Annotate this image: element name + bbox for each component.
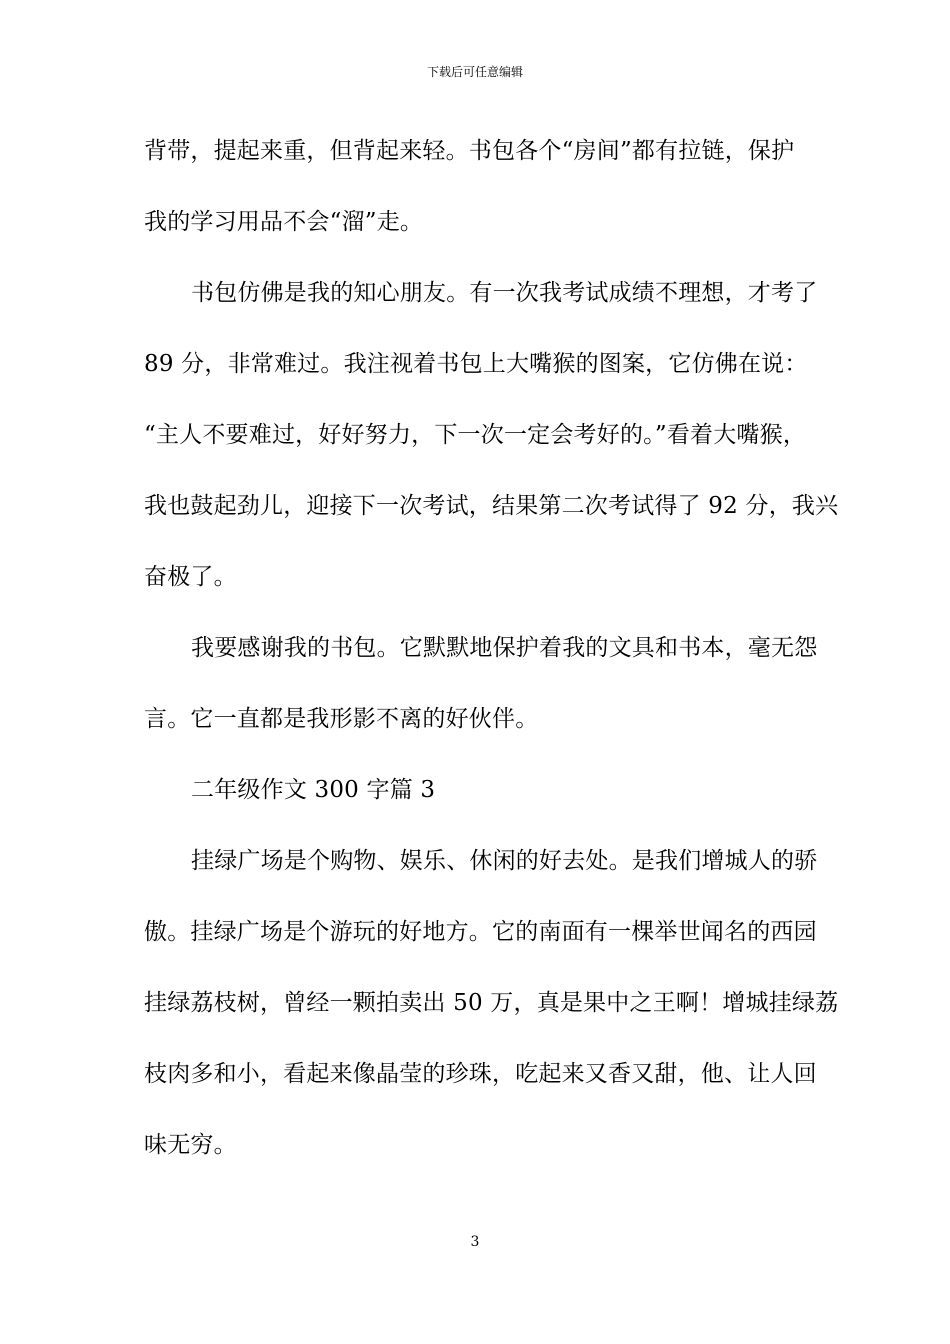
text-line-6: 我也鼓起劲儿，迎接下一次考试，结果第二次考试得了 92 分，我兴 xyxy=(144,493,839,519)
text-line-15: 味无穷。 xyxy=(144,1132,237,1158)
text-line-9: 言。它一直都是我形影不离的好伙伴。 xyxy=(144,706,539,732)
text-line-5: “主人不要难过，好好努力，下一次一定会考好的。”看着大嘴猴， xyxy=(144,422,807,448)
text-line-3: 书包仿佛是我的知心朋友。有一次我考试成绩不理想，才考了 xyxy=(191,280,818,306)
text-line-14: 枝肉多和小，看起来像晶莹的珍珠，吃起来又香又甜，他、让人回 xyxy=(144,1061,817,1087)
text-line-4: 89 分，非常难过。我注视着书包上大嘴猴的图案，它仿佛在说： xyxy=(144,351,808,377)
page-number: 3 xyxy=(470,1234,480,1250)
text-line-13: 挂绿荔枝树，曾经一颗拍卖出 50 万，真是果中之王啊！增城挂绿荔 xyxy=(144,990,839,1016)
text-line-11: 挂绿广场是个购物、娱乐、休闲的好去处。是我们增城人的骄 xyxy=(191,848,818,874)
page-header: 下载后可任意编辑 xyxy=(426,65,523,79)
section-heading: 二年级作文 300 字篇 3 xyxy=(191,777,436,803)
text-line-2: 我的学习用品不会“溜”走。 xyxy=(144,209,424,235)
document-body xyxy=(144,128,839,1193)
text-line-12: 傲。挂绿广场是个游玩的好地方。它的南面有一棵举世闻名的西园 xyxy=(144,919,817,945)
text-line-7: 奋极了。 xyxy=(144,564,237,590)
text-line-8: 我要感谢我的书包。它默默地保护着我的文具和书本，毫无怨 xyxy=(191,635,818,661)
text-line-1: 背带，提起来重，但背起来轻。书包各个“房间”都有拉链，保护 xyxy=(144,138,795,164)
